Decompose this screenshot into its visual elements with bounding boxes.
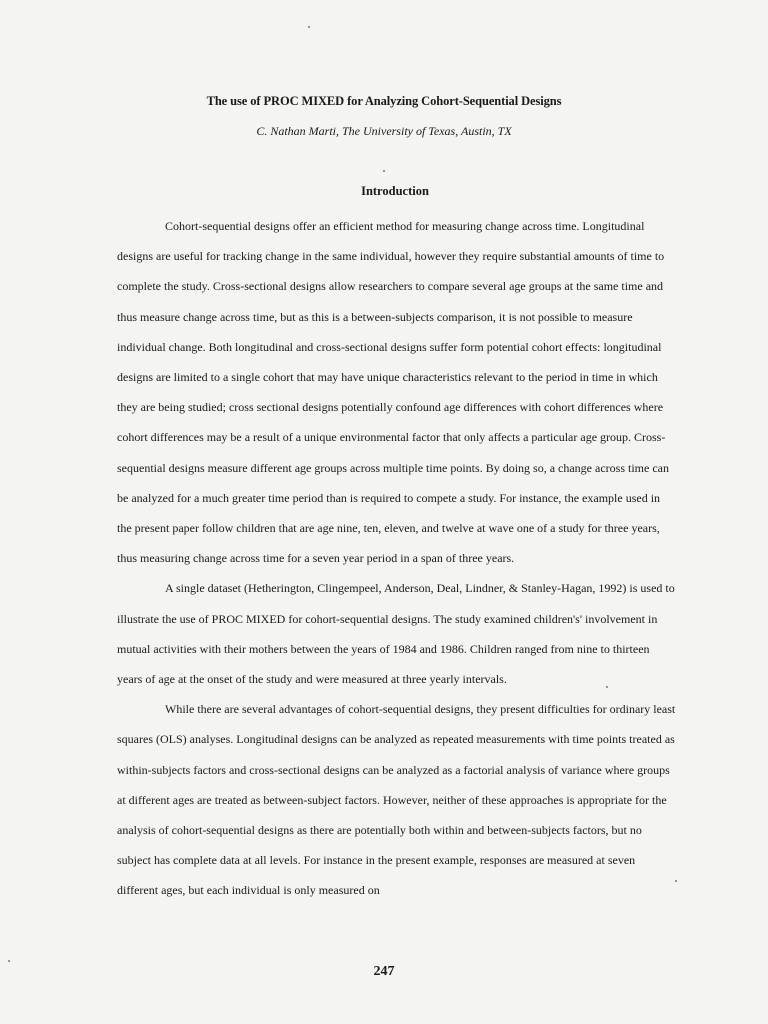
page-number: 247: [373, 964, 395, 979]
scan-speck: [308, 26, 310, 28]
paragraph-1: Cohort-sequential designs offer an efficient method for measuring change across time. Longitudinal designs are useful for tracking change in the same individual, however they require substantial amounts of time to complete the study. Cross-sectional designs allow researchers to compare several age groups at the same time and thus measure change across time, but as this is a between-subjects comparison, it is not possible to measure individual change. Both longitudinal and cross-sectional designs suffer form potential cohort effects: longitudinal designs are limited to a single cohort that may have unique characteristics relevant to the period in time in which they are being studied; cross sectional designs potentially confound age differences with cohort differences where cohort differences may be a result of a unique environmental factor that only affects a particular age group. Cross-sequential designs measure different age groups across multiple time points. By doing so, a change across time can be analyzed for a much greater time period than is required to compete a study. For instance, the example used in the present paper follow children that are age nine, ten, eleven, and twelve at wave one of a study for three years, thus measuring change across time for a seven year period in a span of three years.: [117, 219, 669, 566]
body-text: [117, 211, 677, 906]
scan-speck: [606, 686, 608, 688]
scan-speck: [8, 960, 10, 962]
section-heading: Introduction: [361, 184, 429, 198]
author-line: C. Nathan Marti, The University of Texas, Austin, TX: [256, 124, 512, 138]
paragraph-2: A single dataset (Hetherington, Clingempeel, Anderson, Deal, Lindner, & Stanley-Hagan, 1992) is used to illustrate the use of PROC MIXED for cohort-sequential designs. The study examined children's' involvement in mutual activities with their mothers between the years of 1984 and 1986. Children ranged from nine to thirteen years of age at the onset of the study and were measured at three yearly intervals.: [117, 581, 675, 687]
paragraph-3: While there are several advantages of cohort-sequential designs, they present difficulties for ordinary least squares (OLS) analyses. Longitudinal designs can be analyzed as repeated measurements with time points treated as within-subjects factors and cross-sectional designs can be analyzed as a factorial analysis of variance where groups at different ages are treated as between-subject factors. However, neither of these approaches is appropriate for the analysis of cohort-sequential designs as there are potentially both within and between-subjects factors, but no subject has complete data at all levels. For instance in the present example, responses are measured at seven different ages, but each individual is only measured on: [117, 702, 676, 898]
scan-speck: [675, 880, 677, 882]
scan-speck: [383, 170, 385, 172]
paper-title: The use of PROC MIXED for Analyzing Cohort-Sequential Designs: [206, 94, 562, 108]
